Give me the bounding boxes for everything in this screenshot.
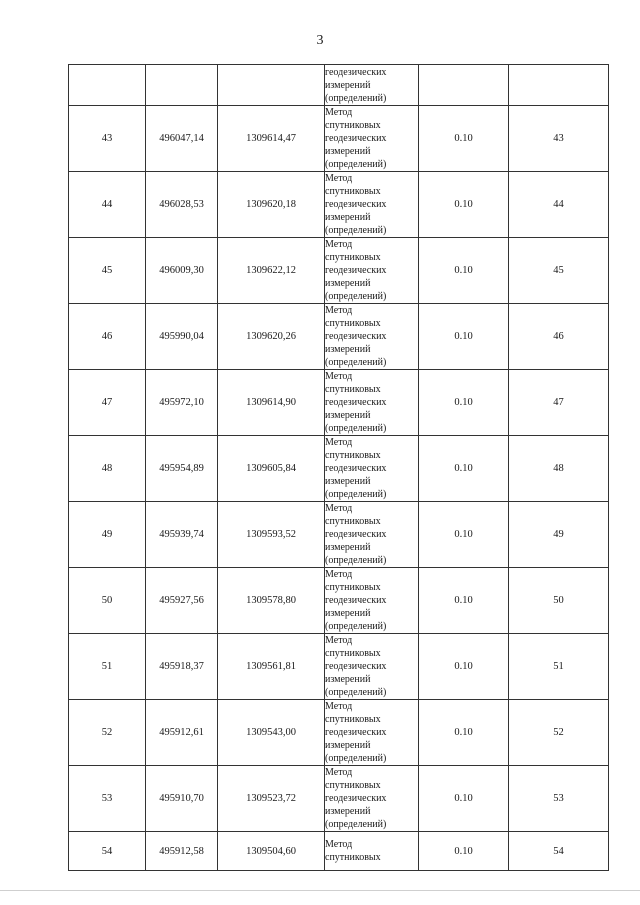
point-number-cell: 54 [509, 832, 609, 871]
method-line: геодезических [325, 265, 387, 276]
num-cell: 45 [69, 238, 146, 304]
num-cell: 54 [69, 832, 146, 871]
method-line: измерений [325, 344, 371, 355]
x-coordinate-cell: 495918,37 [146, 634, 218, 700]
table-row [69, 700, 609, 766]
point-number-cell: 48 [509, 436, 609, 502]
table-row [69, 172, 609, 238]
method-line: (определений) [325, 753, 387, 764]
method-cell [325, 832, 419, 871]
method-cell [325, 106, 419, 172]
accuracy-cell: 0.10 [419, 502, 509, 568]
method-cell [325, 172, 419, 238]
method-line: Метод [325, 107, 353, 118]
method-line: (определений) [325, 819, 387, 830]
method-line: измерений [325, 608, 371, 619]
method-line: геодезических [325, 331, 387, 342]
num-cell: 50 [69, 568, 146, 634]
accuracy-cell: 0.10 [419, 238, 509, 304]
method-line: геодезических [325, 727, 387, 738]
method-line: спутниковых [325, 852, 381, 863]
method-line: геодезических [325, 133, 387, 144]
page-bottom-line [0, 890, 640, 891]
accuracy-cell: 0.10 [419, 832, 509, 871]
x-coordinate-cell: 495912,61 [146, 700, 218, 766]
num2-cell [509, 65, 609, 106]
y-coordinate-cell: 1309561,81 [218, 634, 325, 700]
method-line: геодезических [325, 463, 387, 474]
x-coordinate-cell: 495927,56 [146, 568, 218, 634]
accuracy-cell: 0.10 [419, 766, 509, 832]
table-row [69, 106, 609, 172]
method-cell [325, 238, 419, 304]
method-line: измерений [325, 79, 371, 91]
method-line: спутниковых [325, 120, 381, 131]
method-line: спутниковых [325, 714, 381, 725]
method-line: (определений) [325, 423, 387, 434]
y-coordinate-cell: 1309523,72 [218, 766, 325, 832]
method-line: (определений) [325, 357, 387, 368]
table-row [69, 832, 609, 871]
num-cell: 49 [69, 502, 146, 568]
table-row [69, 766, 609, 832]
method-line: Метод [325, 767, 353, 778]
method-line: Метод [325, 239, 353, 250]
table-row [69, 634, 609, 700]
x-coordinate-cell: 495939,74 [146, 502, 218, 568]
method-line: измерений [325, 410, 371, 421]
method-line: геодезических [325, 529, 387, 540]
num-cell: 53 [69, 766, 146, 832]
x-coordinate-cell: 496047,14 [146, 106, 218, 172]
method-line: измерений [325, 146, 371, 157]
point-number-cell: 45 [509, 238, 609, 304]
point-number-cell: 44 [509, 172, 609, 238]
num-cell: 46 [69, 304, 146, 370]
method-line: геодезических [325, 661, 387, 672]
num-cell: 44 [69, 172, 146, 238]
method-line: измерений [325, 806, 371, 817]
method-line: спутниковых [325, 384, 381, 395]
method-line: геодезических [325, 66, 387, 78]
point-number-cell: 49 [509, 502, 609, 568]
accuracy-cell: 0.10 [419, 106, 509, 172]
accuracy-cell: 0.10 [419, 634, 509, 700]
method-line: измерений [325, 278, 371, 289]
num-cell [69, 65, 146, 106]
y-coordinate-cell: 1309614,47 [218, 106, 325, 172]
method-line: (определений) [325, 555, 387, 566]
page-number: 3 [316, 33, 324, 48]
table-row [69, 238, 609, 304]
table-row [69, 436, 609, 502]
method-cell [325, 766, 419, 832]
y-coordinate-cell: 1309543,00 [218, 700, 325, 766]
method-line: (определений) [325, 159, 387, 170]
num-cell: 48 [69, 436, 146, 502]
method-line: Метод [325, 503, 353, 514]
table-row [69, 502, 609, 568]
point-number-cell: 53 [509, 766, 609, 832]
method-line: Метод [325, 701, 353, 712]
y-coordinate-cell: 1309622,12 [218, 238, 325, 304]
method-line: геодезических [325, 595, 387, 606]
x-coordinate-cell: 495910,70 [146, 766, 218, 832]
method-line: (определений) [325, 92, 387, 104]
method-line: (определений) [325, 687, 387, 698]
y-cell [218, 65, 325, 106]
method-line: спутниковых [325, 780, 381, 791]
method-line: Метод [325, 635, 353, 646]
method-line: (определений) [325, 291, 387, 302]
method-line: (определений) [325, 489, 387, 500]
x-coordinate-cell: 495954,89 [146, 436, 218, 502]
point-number-cell: 52 [509, 700, 609, 766]
point-number-cell: 46 [509, 304, 609, 370]
method-cell [325, 304, 419, 370]
method-line: геодезических [325, 397, 387, 408]
x-coordinate-cell: 495990,04 [146, 304, 218, 370]
coordinates-table [68, 64, 609, 871]
accuracy-cell [419, 65, 509, 106]
method-line: измерений [325, 542, 371, 553]
method-cell [325, 634, 419, 700]
method-line: Метод [325, 839, 353, 850]
table-row-continuation [69, 65, 609, 106]
accuracy-cell: 0.10 [419, 568, 509, 634]
method-line: геодезических [325, 199, 387, 210]
method-line: Метод [325, 371, 353, 382]
accuracy-cell: 0.10 [419, 700, 509, 766]
method-line: спутниковых [325, 318, 381, 329]
accuracy-cell: 0.10 [419, 436, 509, 502]
y-coordinate-cell: 1309620,18 [218, 172, 325, 238]
x-coordinate-cell: 496028,53 [146, 172, 218, 238]
method-line: Метод [325, 305, 353, 316]
point-number-cell: 43 [509, 106, 609, 172]
method-line: геодезических [325, 793, 387, 804]
x-coordinate-cell: 495972,10 [146, 370, 218, 436]
point-number-cell: 47 [509, 370, 609, 436]
method-line: Метод [325, 569, 353, 580]
num-cell: 51 [69, 634, 146, 700]
method-line: спутниковых [325, 582, 381, 593]
method-cell [325, 502, 419, 568]
x-coordinate-cell: 495912,58 [146, 832, 218, 871]
method-line: спутниковых [325, 516, 381, 527]
method-cell [325, 700, 419, 766]
point-number-cell: 51 [509, 634, 609, 700]
accuracy-cell: 0.10 [419, 172, 509, 238]
table-row [69, 370, 609, 436]
method-line: Метод [325, 173, 353, 184]
method-line: (определений) [325, 621, 387, 632]
y-coordinate-cell: 1309620,26 [218, 304, 325, 370]
method-cell [325, 65, 419, 106]
x-cell [146, 65, 218, 106]
y-coordinate-cell: 1309504,60 [218, 832, 325, 871]
num-cell: 52 [69, 700, 146, 766]
point-number-cell: 50 [509, 568, 609, 634]
method-line: измерений [325, 674, 371, 685]
method-line: измерений [325, 740, 371, 751]
table-row [69, 568, 609, 634]
y-coordinate-cell: 1309614,90 [218, 370, 325, 436]
accuracy-cell: 0.10 [419, 370, 509, 436]
method-line: измерений [325, 476, 371, 487]
num-cell: 47 [69, 370, 146, 436]
num-cell: 43 [69, 106, 146, 172]
method-cell [325, 436, 419, 502]
method-line: спутниковых [325, 450, 381, 461]
y-coordinate-cell: 1309578,80 [218, 568, 325, 634]
method-cell [325, 568, 419, 634]
method-cell [325, 370, 419, 436]
method-line: спутниковых [325, 186, 381, 197]
method-line: Метод [325, 437, 353, 448]
y-coordinate-cell: 1309605,84 [218, 436, 325, 502]
y-coordinate-cell: 1309593,52 [218, 502, 325, 568]
method-line: измерений [325, 212, 371, 223]
accuracy-cell: 0.10 [419, 304, 509, 370]
x-coordinate-cell: 496009,30 [146, 238, 218, 304]
method-line: (определений) [325, 225, 387, 236]
method-line: спутниковых [325, 648, 381, 659]
method-line: спутниковых [325, 252, 381, 263]
table-row [69, 304, 609, 370]
